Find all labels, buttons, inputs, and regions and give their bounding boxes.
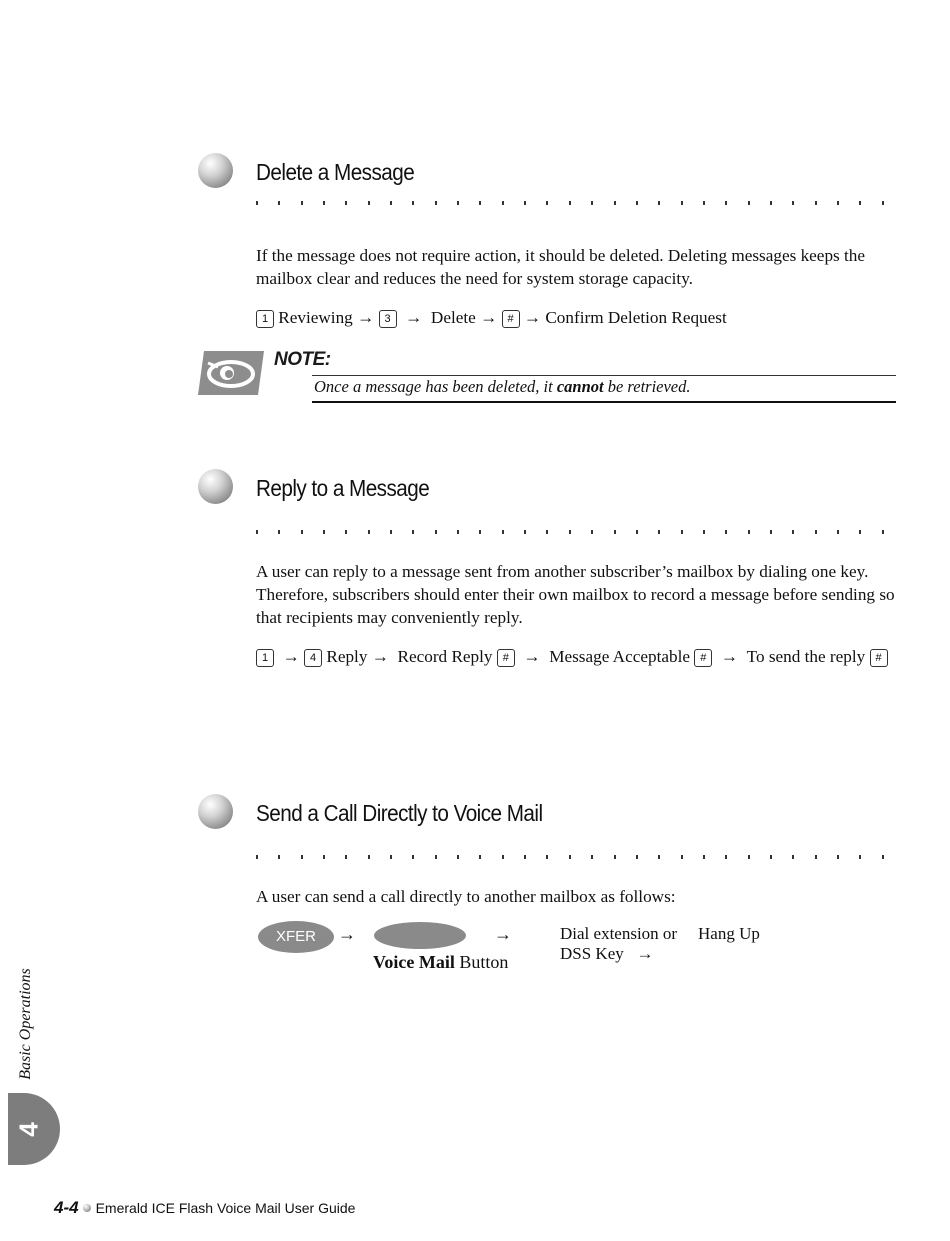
page-number: 4-4 bbox=[54, 1198, 79, 1217]
seq-text-confirm: Confirm Deletion Request bbox=[545, 308, 727, 327]
section-bullet-icon bbox=[198, 153, 233, 188]
xfer-key-icon bbox=[258, 921, 334, 953]
xfer-label: XFER bbox=[275, 928, 316, 945]
key-sequence bbox=[256, 306, 896, 329]
key-pound: # bbox=[497, 649, 515, 667]
arrow-icon: → bbox=[720, 647, 739, 666]
dial-extension-text: Dial extension or DSS Key → bbox=[560, 924, 678, 963]
section-paragraph: A user can send a call directly to another mailbox as follows: bbox=[256, 887, 676, 906]
dotted-divider bbox=[256, 201, 884, 213]
note-text: Once a message has been deleted, it cannot be retrieved. bbox=[314, 377, 691, 396]
key-1: 1 bbox=[256, 310, 274, 328]
arrow-icon: → bbox=[357, 308, 375, 327]
bullet-icon bbox=[83, 1204, 91, 1212]
key-pound: # bbox=[870, 649, 888, 667]
arrow-icon: → bbox=[371, 647, 389, 666]
seq-text-delete: Delete bbox=[430, 308, 476, 327]
note-rule bbox=[312, 375, 896, 376]
key-pound: # bbox=[694, 649, 712, 667]
section-heading: Send a Call Directly to Voice Mail bbox=[256, 800, 543, 826]
guide-title: Emerald ICE Flash Voice Mail User Guide bbox=[95, 1200, 356, 1216]
arrow-icon: → bbox=[405, 308, 423, 327]
key-sequence bbox=[256, 645, 896, 668]
chapter-side-label: Basic Operations bbox=[17, 968, 34, 1080]
arrow-icon: → bbox=[480, 308, 498, 327]
voicemail-button-label: Voice Mail Button bbox=[373, 952, 509, 972]
section-body bbox=[256, 244, 896, 329]
section-paragraph: If the message does not require action, it should be deleted. Deleting messages keeps the mailbox clear and reduces the need for system storage capacity. bbox=[256, 246, 866, 288]
note-label: NOTE: bbox=[274, 349, 331, 370]
key-4: 4 bbox=[304, 649, 322, 667]
section-body bbox=[256, 885, 896, 908]
arrow-icon: → bbox=[282, 647, 300, 666]
note-rule bbox=[312, 401, 896, 403]
arrow-icon: → bbox=[338, 924, 356, 944]
section-bullet-icon bbox=[198, 794, 233, 829]
page-footer bbox=[54, 1198, 355, 1218]
key-pound: # bbox=[502, 310, 520, 328]
section-heading: Reply to a Message bbox=[256, 475, 430, 501]
section-paragraph: A user can reply to a message sent from another subscriber’s mailbox by dialing one key. Therefore, subscribers should enter their own mailbox to record a message before sending so that recipients may conveniently reply. bbox=[256, 562, 895, 627]
key-1: 1 bbox=[256, 649, 274, 667]
seq-text-message-acceptable: Message Acceptable bbox=[549, 647, 690, 666]
section-bullet-icon bbox=[198, 469, 233, 504]
seq-text-reply: Reply bbox=[326, 647, 368, 666]
hang-up-text: Hang Up bbox=[698, 924, 760, 943]
arrow-icon: → bbox=[523, 308, 542, 327]
seq-text-record-reply: Record Reply bbox=[397, 647, 493, 666]
arrow-icon: → bbox=[636, 944, 654, 963]
seq-text-send-reply: To send the reply bbox=[746, 647, 866, 666]
key-3: 3 bbox=[379, 310, 397, 328]
arrow-icon: → bbox=[523, 647, 541, 666]
dotted-divider bbox=[256, 855, 884, 867]
section-heading: Delete a Message bbox=[256, 159, 415, 185]
voicemail-key-icon bbox=[374, 922, 466, 949]
eye-icon bbox=[198, 349, 264, 397]
dotted-divider bbox=[256, 530, 884, 542]
arrow-icon: → bbox=[494, 924, 512, 944]
chapter-number: 4 bbox=[13, 1122, 44, 1137]
seq-text-reviewing: Reviewing bbox=[278, 308, 353, 327]
section-body bbox=[256, 560, 896, 668]
